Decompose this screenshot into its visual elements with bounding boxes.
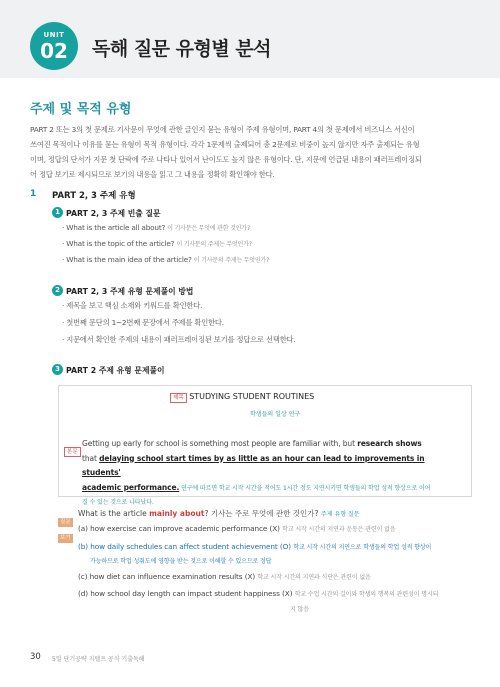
intro-line: 어 정답 보기로 제시되므로 보기의 내용을 읽고 그 내용을 정확히 확인해야 한다.: [30, 170, 275, 179]
passage-line: [82, 481, 452, 497]
option-text: (d) how school day length can impact student happiness (X): [78, 589, 293, 598]
option-explanation: 학교 수업 시간의 길이와 학생의 행복의 관련성이 명시되: [294, 591, 439, 598]
subsection-title: PART 2 주제 유형 문제풀이: [66, 366, 165, 375]
part-title: PART 2, 3 주제 유형: [52, 191, 136, 201]
bullet-en: · What is the article all about?: [62, 223, 166, 232]
page-number: 30: [30, 652, 41, 662]
bullet-ko: 이 기사문의 주제는 무엇인가?: [193, 257, 270, 264]
passage-text: Getting up early for school is something most people are familiar with, but: [82, 439, 358, 448]
option-explanation: 학교 시작 시간의 지연과 식단은 관련이 없음: [257, 574, 371, 581]
option-text: (c) how diet can influence examination results (X): [78, 572, 256, 581]
passage-tag: 본문: [64, 447, 81, 457]
bullet-item: · 첫번째 문단의 1~2번째 문장에서 주제를 확인한다.: [62, 318, 224, 327]
passage-body: [82, 437, 452, 511]
question: [78, 508, 360, 519]
bullet-item: · 제목을 보고 핵심 소재와 키워드를 확인한다.: [62, 301, 203, 310]
passage-tag-wrap: [64, 438, 81, 457]
passage-title-ko: 학생들의 일상 연구: [250, 411, 301, 418]
options-tag: 보기: [60, 535, 71, 541]
bullet-item: [62, 223, 250, 232]
passage-line: [82, 437, 452, 452]
options-tag-wrap: [58, 524, 73, 543]
passage-title-row: [170, 392, 314, 403]
unit-label: UNIT: [43, 31, 65, 39]
subsection-badge: 1: [52, 207, 63, 218]
bullet-item: [62, 255, 269, 264]
option-text: (a) how exercise can improve academic performance (X): [78, 524, 280, 533]
question-text: ? 기사는 주로 무엇에 관한 것인가?: [204, 509, 319, 518]
passage-highlight: academic performance.: [82, 482, 180, 492]
option-b-cont: [90, 556, 271, 565]
subsection-title: PART 2, 3 주제 빈출 질문: [66, 209, 161, 218]
question-tag: 질문: [60, 519, 71, 525]
option-c: [78, 572, 371, 581]
unit-badge: [30, 22, 78, 70]
bullet-ko: 이 기사문은 무엇에 관한 것인가?: [167, 225, 250, 232]
bullet-ko: 이 기사문의 주제는 무엇인가?: [176, 241, 252, 248]
option-explanation: 학교 시작 시간의 지연으로 학생들의 학업 성적 향상이: [293, 544, 432, 551]
option-explanation: 학교 시작 시간의 지연과 운동은 관련이 없음: [282, 526, 396, 533]
unit-title: 독해 질문 유형별 분석: [92, 38, 272, 60]
intro-line: PART 2 또는 3의 첫 문제로 기사문이 무엇에 관한 글인지 묻는 유형이 주제 유형이며, PART 4의 첫 문제에서 비즈니스 서신이: [30, 125, 415, 134]
section-intro: [30, 122, 475, 182]
book-title: 5일 단기공략 지텔프 공식 기출독해: [52, 656, 145, 663]
intro-line: 이며, 정답의 단서가 지문 첫 단락에 주로 나타나 있어서 난이도도 높지 않은 유형이다. 단, 지문에 언급된 내용이 패러프레이징되: [30, 155, 422, 164]
subsection-badge: 2: [52, 285, 63, 296]
passage-line: [82, 452, 452, 481]
option-text: (b) how daily schedules can affect student achievement (O): [78, 542, 292, 551]
intro-line: 쓰여진 목적이나 이유를 묻는 유형이 목적 유형이다. 각각 1문제씩 출제되어 총 2문제로 비중이 높지 않지만 자주 출제되는 유형: [30, 140, 420, 149]
unit-number: 02: [40, 39, 68, 63]
question-highlight: mainly about: [149, 509, 205, 518]
title-tag: 제목: [170, 393, 187, 403]
option-d: [78, 589, 438, 598]
bullet-en: · What is the topic of the article?: [62, 239, 175, 248]
question-text: What is the article: [78, 509, 150, 518]
section-title: 주제 및 목적 유형: [30, 102, 132, 117]
passage-text: that: [82, 453, 100, 463]
option-explanation: 가능하므로 학업 성취도에 영향을 받는 것으로 이해할 수 있으므로 정답: [90, 558, 272, 565]
passage-highlight: research shows: [357, 439, 422, 448]
bullet-item: · 지문에서 확인한 주제의 내용이 패러프레이징된 보기를 정답으로 선택한다.: [62, 335, 296, 344]
subsection-title: PART 2, 3 주제 유형 문제풀이 방법: [66, 287, 194, 296]
option-b: [78, 542, 431, 551]
option-explanation: 지 않음: [290, 606, 309, 613]
bullet-en: · What is the main idea of the article?: [62, 255, 192, 264]
passage-title: STUDYING STUDENT ROUTINES: [189, 392, 315, 401]
part-number: 1: [30, 189, 37, 199]
passage-translation: 연구에 따르면 학교 시작 시간을 적어도 1시간 정도 지연시키면 학생들의 학업 성적 향상으로 이어: [179, 484, 431, 492]
passage-highlight: delaying school start times by as little as an hour can lead to improvements in students': [82, 453, 425, 477]
option-a: [78, 524, 396, 533]
question-type: 주제 유형 질문: [320, 511, 360, 518]
bullet-item: [62, 239, 252, 248]
subsection-badge: 3: [52, 364, 63, 375]
passage-translation: 질 수 있는 것으로 나타났다.: [82, 499, 154, 506]
option-d-cont: [290, 604, 309, 613]
